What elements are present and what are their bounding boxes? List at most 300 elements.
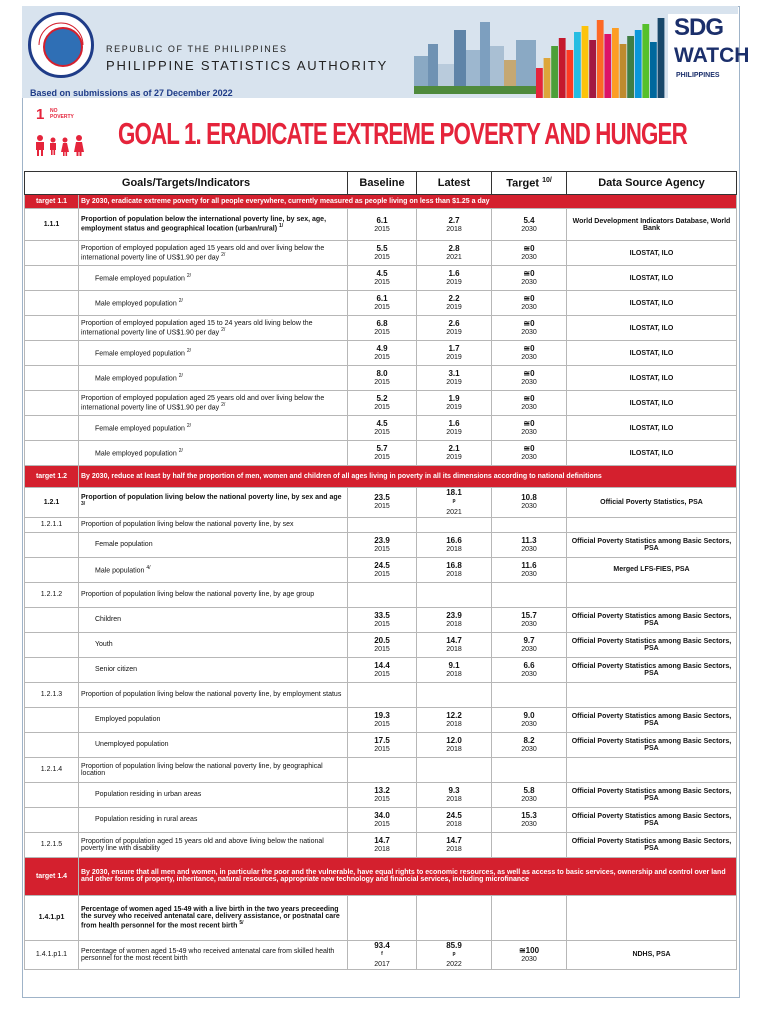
target-cell-year: 2030 xyxy=(521,304,537,311)
indicator-code: 1.4.1.p1 xyxy=(25,895,79,940)
latest-cell-wrap xyxy=(419,294,489,303)
target-cell-wrap xyxy=(494,946,564,955)
indicator-note: 2/ xyxy=(186,348,192,355)
baseline-cell-year: 2017 xyxy=(374,961,390,969)
target-cell xyxy=(492,366,567,391)
sdg-bar xyxy=(635,30,642,98)
latest-cell xyxy=(417,416,492,441)
target-cell-year: 2030 xyxy=(521,795,537,803)
goal-title: GOAL 1. ERADICATE EXTREME POVERTY AND HUNGER xyxy=(118,116,687,151)
latest-cell-year: 2018 xyxy=(446,670,462,678)
source-cell xyxy=(567,517,737,532)
baseline-cell xyxy=(348,488,417,518)
baseline-cell-wrap xyxy=(350,941,414,961)
latest-cell xyxy=(417,657,492,682)
indicator-text-content: Proportion of population aged 15 years old and above living below the national poverty line with disability xyxy=(81,837,324,852)
latest-cell-value: 23.9 xyxy=(446,610,462,620)
latest-cell xyxy=(417,532,492,557)
indicator-note: 2/ xyxy=(178,298,183,305)
indicator-text xyxy=(79,607,348,632)
indicator-text xyxy=(79,391,348,416)
goal-tag xyxy=(50,108,74,120)
latest-cell xyxy=(417,707,492,732)
baseline-cell xyxy=(348,657,417,682)
indicator-text-content: Proportion of employed population aged 15 to 24 years old living below the international poverty line of US$1.90 per day xyxy=(81,319,313,337)
target-cell-wrap xyxy=(494,244,564,253)
col-latest: Latest xyxy=(417,172,492,195)
target-row xyxy=(25,466,737,488)
sdg-bar xyxy=(551,46,558,98)
table-row xyxy=(25,441,737,466)
target-cell xyxy=(492,488,567,518)
baseline-cell-year: 2015 xyxy=(374,503,390,511)
latest-cell xyxy=(417,782,492,807)
target-cell-wrap xyxy=(494,736,564,745)
baseline-cell xyxy=(348,707,417,732)
logo-watch-text: WATCH xyxy=(674,44,750,67)
baseline-cell xyxy=(348,341,417,366)
latest-cell-year: 2019 xyxy=(446,429,462,436)
source-cell xyxy=(567,895,737,940)
baseline-cell xyxy=(348,209,417,241)
table-row xyxy=(25,895,737,940)
latest-cell-value: 1.6 xyxy=(448,419,460,428)
indicator-text-content: Proportion of population living below the national poverty line, by geographical location xyxy=(81,762,323,777)
indicator-text xyxy=(79,940,348,970)
latest-cell-year: 2018 xyxy=(446,620,462,628)
target-cell-value: 5.8 xyxy=(523,785,535,795)
indicator-text-content: Proportion of employed population aged 15 years old and over living below the international poverty line of US$1.90 per day xyxy=(81,244,325,262)
baseline-cell-value: 5.7 xyxy=(376,444,388,453)
indicator-text-content: Proportion of population living below the national poverty line, by age group xyxy=(81,591,315,599)
source-cell: ILOSTAT, ILO xyxy=(567,341,737,366)
baseline-cell-year: 2015 xyxy=(374,545,390,553)
baseline-cell xyxy=(348,266,417,291)
header-banner xyxy=(22,6,750,98)
republic-label: REPUBLIC OF THE PHILIPPINES xyxy=(106,44,288,54)
baseline-cell xyxy=(348,532,417,557)
latest-cell-wrap xyxy=(419,488,489,508)
indicator-text-content: Children xyxy=(95,616,122,624)
indicator-code xyxy=(25,807,79,832)
target-cell-wrap xyxy=(494,319,564,328)
target-cell-year: 2030 xyxy=(521,225,537,233)
indicator-text-content: Female population xyxy=(95,541,153,549)
latest-cell xyxy=(417,391,492,416)
target-cell xyxy=(492,341,567,366)
target-cell-value: 9.7 xyxy=(523,635,535,645)
seal-ring-icon xyxy=(31,15,91,75)
latest-cell xyxy=(417,517,492,532)
latest-cell xyxy=(417,557,492,582)
target-cell-value: 5.4 xyxy=(523,215,535,225)
latest-cell-year: 2019 xyxy=(446,404,462,411)
latest-cell xyxy=(417,682,492,707)
target-cell xyxy=(492,532,567,557)
latest-cell xyxy=(417,582,492,607)
indicator-table xyxy=(24,171,737,970)
target-cell-year: 2030 xyxy=(521,820,537,828)
target-cell-wrap xyxy=(494,344,564,353)
target-cell-year: 2030 xyxy=(521,570,537,578)
indicator-code xyxy=(25,782,79,807)
source-cell: ILOSTAT, ILO xyxy=(567,241,737,266)
latest-cell-value: 12.2 xyxy=(446,710,462,720)
baseline-cell-year: 2018 xyxy=(374,845,390,853)
indicator-note: 2/ xyxy=(221,326,226,333)
latest-cell-wrap xyxy=(419,736,489,745)
baseline-cell-wrap xyxy=(350,444,414,453)
table-header-row xyxy=(25,172,737,195)
source-cell: NDHS, PSA xyxy=(567,940,737,970)
indicator-text xyxy=(79,316,348,341)
target-cell-value: ≅0 xyxy=(523,419,535,428)
table-row xyxy=(25,607,737,632)
latest-cell xyxy=(417,607,492,632)
latest-cell-wrap xyxy=(419,216,489,225)
indicator-text xyxy=(79,682,348,707)
baseline-cell-value: 4.9 xyxy=(376,344,388,353)
indicator-text xyxy=(79,732,348,757)
target-row xyxy=(25,195,737,209)
baseline-cell-year: 2015 xyxy=(374,429,390,436)
target-cell xyxy=(492,582,567,607)
source-cell: Official Poverty Statistics among Basic Sectors, PSA xyxy=(567,657,737,682)
target-cell-wrap xyxy=(494,661,564,670)
latest-cell-year: 2018 xyxy=(446,645,462,653)
target-cell-wrap xyxy=(494,811,564,820)
target-cell-wrap xyxy=(494,611,564,620)
baseline-cell xyxy=(348,607,417,632)
agency-name: PHILIPPINE STATISTICS AUTHORITY xyxy=(106,58,389,73)
indicator-text-content: Proportion of population below the international poverty line, by sex, age, employment status and geographical location (urban/rural) xyxy=(81,216,327,233)
target-label: target 1.4 xyxy=(25,857,79,895)
indicator-code: 1.2.1.1 xyxy=(25,517,79,532)
indicator-text-content: Male employed population xyxy=(95,300,177,308)
target-cell-value: ≅0 xyxy=(523,394,535,403)
target-cell-year: 2030 xyxy=(521,670,537,678)
indicator-text xyxy=(79,632,348,657)
col-indicators: Goals/Targets/Indicators xyxy=(25,172,348,195)
col-source: Data Source Agency xyxy=(567,172,737,195)
baseline-cell xyxy=(348,582,417,607)
latest-cell-note: p xyxy=(452,498,456,504)
baseline-cell-wrap xyxy=(350,611,414,620)
indicator-text xyxy=(79,366,348,391)
target-cell-value: 15.7 xyxy=(521,610,537,620)
indicator-code xyxy=(25,291,79,316)
col-baseline: Baseline xyxy=(348,172,417,195)
source-cell: ILOSTAT, ILO xyxy=(567,366,737,391)
target-cell-year: 2030 xyxy=(521,745,537,753)
col-target-label: Target xyxy=(506,177,539,190)
latest-cell-value: 16.8 xyxy=(446,560,462,570)
indicator-code xyxy=(25,557,79,582)
target-cell-year: 2030 xyxy=(521,354,537,361)
latest-cell xyxy=(417,341,492,366)
target-cell-year: 2030 xyxy=(521,329,537,336)
baseline-cell-year: 2015 xyxy=(374,570,390,578)
latest-cell-year: 2019 xyxy=(446,304,462,311)
table-row xyxy=(25,341,737,366)
baseline-cell-year: 2015 xyxy=(374,279,390,286)
target-cell xyxy=(492,707,567,732)
indicator-code: 1.2.1.4 xyxy=(25,757,79,782)
latest-cell xyxy=(417,266,492,291)
source-cell: Official Poverty Statistics among Basic Sectors, PSA xyxy=(567,532,737,557)
indicator-text xyxy=(79,832,348,857)
latest-cell xyxy=(417,441,492,466)
psa-seal-logo xyxy=(28,12,94,78)
sdg-bar xyxy=(536,68,543,98)
latest-cell-year: 2018 xyxy=(446,820,462,828)
source-cell: Official Poverty Statistics among Basic Sectors, PSA xyxy=(567,807,737,832)
target-cell-year: 2030 xyxy=(521,503,537,511)
target-cell-year: 2030 xyxy=(521,720,537,728)
target-cell-year: 2030 xyxy=(521,620,537,628)
baseline-cell xyxy=(348,557,417,582)
target-cell-wrap xyxy=(494,536,564,545)
latest-cell-wrap xyxy=(419,941,489,961)
target-cell-wrap xyxy=(494,269,564,278)
target-cell-year: 2030 xyxy=(521,379,537,386)
latest-cell-value: 9.3 xyxy=(448,785,460,795)
source-cell xyxy=(567,757,737,782)
target-cell-value: 10.8 xyxy=(521,493,537,503)
indicator-text-content: Proportion of population living below the national poverty line, by sex and age xyxy=(81,494,342,502)
baseline-cell-value: 6.1 xyxy=(376,215,388,225)
baseline-cell-value: 4.5 xyxy=(376,419,388,428)
baseline-cell-wrap xyxy=(350,244,414,253)
sdg-bar xyxy=(574,32,581,98)
sdg-bar xyxy=(612,28,619,98)
sdg-bar xyxy=(620,44,627,98)
goal-heading xyxy=(22,100,738,168)
latest-cell-wrap xyxy=(419,661,489,670)
baseline-cell-note: f xyxy=(381,950,383,957)
baseline-cell-year: 2015 xyxy=(374,329,390,336)
sdg-watch-logo xyxy=(668,14,750,98)
target-cell-value: 11.3 xyxy=(521,535,537,545)
latest-cell-year: 2019 xyxy=(446,279,462,286)
baseline-cell-year: 2015 xyxy=(374,354,390,361)
baseline-cell-wrap xyxy=(350,786,414,795)
latest-cell-note: p xyxy=(452,950,456,957)
indicator-text-content: Male employed population xyxy=(95,375,177,383)
baseline-cell-wrap xyxy=(350,536,414,545)
baseline-cell-wrap xyxy=(350,394,414,403)
indicator-note: 1/ xyxy=(278,223,284,230)
target-cell xyxy=(492,757,567,782)
as-of-date: Based on submissions as of 27 December 2022 xyxy=(30,88,233,98)
indicator-code xyxy=(25,707,79,732)
baseline-cell-year: 2015 xyxy=(374,720,390,728)
baseline-cell-wrap xyxy=(350,216,414,225)
baseline-cell-wrap xyxy=(350,294,414,303)
indicator-text xyxy=(79,416,348,441)
baseline-cell xyxy=(348,632,417,657)
baseline-cell xyxy=(348,782,417,807)
baseline-cell xyxy=(348,807,417,832)
baseline-cell-value: 20.5 xyxy=(374,635,390,645)
baseline-cell-year: 2015 xyxy=(374,304,390,311)
baseline-cell xyxy=(348,441,417,466)
city-skyline-illustration xyxy=(414,16,536,94)
latest-cell xyxy=(417,895,492,940)
sdg-bar xyxy=(627,36,634,98)
sdg-bar xyxy=(597,20,604,98)
baseline-cell-value: 5.5 xyxy=(376,244,388,253)
indicator-text xyxy=(79,488,348,518)
latest-cell-wrap xyxy=(419,836,489,845)
target-cell-year: 2030 xyxy=(521,279,537,286)
target-cell-value: ≅0 xyxy=(523,319,535,328)
latest-cell-value: 16.6 xyxy=(446,535,462,545)
latest-cell-year: 2019 xyxy=(446,354,462,361)
indicator-code xyxy=(25,416,79,441)
latest-cell xyxy=(417,291,492,316)
target-cell-wrap xyxy=(494,394,564,403)
table-row xyxy=(25,241,737,266)
baseline-cell-value: 93.4 xyxy=(374,940,390,950)
source-cell: Official Poverty Statistics among Basic Sectors, PSA xyxy=(567,832,737,857)
baseline-cell-year: 2015 xyxy=(374,404,390,411)
target-cell xyxy=(492,291,567,316)
source-cell: ILOSTAT, ILO xyxy=(567,391,737,416)
latest-cell-wrap xyxy=(419,319,489,328)
baseline-cell xyxy=(348,940,417,970)
target-cell xyxy=(492,940,567,970)
indicator-note: 2/ xyxy=(178,373,183,380)
indicator-text xyxy=(79,266,348,291)
latest-cell-year: 2018 xyxy=(446,745,462,753)
target-cell-year: 2030 xyxy=(521,454,537,461)
col-target-note: 10/ xyxy=(542,176,552,184)
baseline-cell-value: 8.0 xyxy=(376,369,388,378)
table-row xyxy=(25,416,737,441)
sdg-bar xyxy=(559,38,566,98)
indicator-code: 1.2.1.5 xyxy=(25,832,79,857)
indicator-text-content: Population residing in rural areas xyxy=(95,816,198,824)
baseline-cell-year: 2015 xyxy=(374,620,390,628)
indicator-text xyxy=(79,757,348,782)
goal-number: 1 xyxy=(36,106,45,123)
target-cell xyxy=(492,782,567,807)
sdg-bar xyxy=(642,24,649,98)
sdg-bar xyxy=(604,34,611,98)
baseline-cell xyxy=(348,366,417,391)
baseline-cell xyxy=(348,241,417,266)
source-cell: Official Poverty Statistics, PSA xyxy=(567,488,737,518)
indicator-text xyxy=(79,657,348,682)
baseline-cell-year: 2015 xyxy=(374,379,390,386)
source-cell: ILOSTAT, ILO xyxy=(567,316,737,341)
baseline-cell-wrap xyxy=(350,493,414,502)
latest-cell xyxy=(417,732,492,757)
baseline-cell xyxy=(348,517,417,532)
source-cell: World Development Indicators Database, World Bank xyxy=(567,209,737,241)
indicator-note: 2/ xyxy=(221,251,226,258)
indicator-note: 2/ xyxy=(221,401,226,408)
target-cell-year: 2030 xyxy=(521,645,537,653)
baseline-cell-wrap xyxy=(350,836,414,845)
target-cell-year: 2030 xyxy=(521,545,537,553)
table-row xyxy=(25,316,737,341)
target-cell-wrap xyxy=(494,493,564,502)
latest-cell-wrap xyxy=(419,269,489,278)
goal-tag-line2: POVERTY xyxy=(50,114,74,120)
target-cell xyxy=(492,517,567,532)
indicator-code xyxy=(25,441,79,466)
latest-cell-value: 2.2 xyxy=(448,294,460,303)
baseline-cell-year: 2015 xyxy=(374,225,390,233)
indicator-text-content: Female employed population xyxy=(95,275,185,283)
latest-cell-value: 1.6 xyxy=(448,269,460,278)
indicator-code xyxy=(25,632,79,657)
latest-cell-wrap xyxy=(419,536,489,545)
target-row xyxy=(25,857,737,895)
indicator-code: 1.2.1.2 xyxy=(25,582,79,607)
baseline-cell xyxy=(348,757,417,782)
baseline-cell xyxy=(348,832,417,857)
latest-cell-year: 2018 xyxy=(446,845,462,853)
indicator-text xyxy=(79,209,348,241)
latest-cell xyxy=(417,940,492,970)
target-cell-year: 2030 xyxy=(521,955,537,963)
target-cell-value: 6.6 xyxy=(523,660,535,670)
latest-cell xyxy=(417,832,492,857)
indicator-code xyxy=(25,607,79,632)
target-cell-wrap xyxy=(494,711,564,720)
target-cell xyxy=(492,241,567,266)
family-icon xyxy=(34,134,92,156)
sdg-bar xyxy=(566,50,573,98)
indicator-code: 1.4.1.p1.1 xyxy=(25,940,79,970)
indicator-text xyxy=(79,782,348,807)
source-cell: Official Poverty Statistics among Basic Sectors, PSA xyxy=(567,782,737,807)
latest-cell-year: 2019 xyxy=(446,454,462,461)
source-cell: ILOSTAT, ILO xyxy=(567,291,737,316)
table-row xyxy=(25,632,737,657)
baseline-cell-year: 2015 xyxy=(374,670,390,678)
baseline-cell-value: 5.2 xyxy=(376,394,388,403)
indicator-text-content: Employed population xyxy=(95,716,161,724)
baseline-cell-wrap xyxy=(350,811,414,820)
latest-cell-year: 2019 xyxy=(446,379,462,386)
indicator-text xyxy=(79,895,348,940)
table-row xyxy=(25,940,737,970)
indicator-text-content: Percentage of women aged 15-49 who received antenatal care from skilled health personnel for the most recent birth xyxy=(81,947,335,962)
baseline-cell-value: 23.9 xyxy=(374,535,390,545)
latest-cell-value: 1.7 xyxy=(448,344,460,353)
indicator-code: 1.2.1.3 xyxy=(25,682,79,707)
target-cell-value: ≅100 xyxy=(518,945,540,955)
baseline-cell-wrap xyxy=(350,561,414,570)
latest-cell xyxy=(417,209,492,241)
table-row xyxy=(25,209,737,241)
latest-cell-year: 2018 xyxy=(446,720,462,728)
source-cell xyxy=(567,682,737,707)
baseline-cell xyxy=(348,291,417,316)
target-cell-wrap xyxy=(494,561,564,570)
latest-cell-value: 2.1 xyxy=(448,444,460,453)
baseline-cell-value: 19.3 xyxy=(374,710,390,720)
indicator-code xyxy=(25,341,79,366)
baseline-cell xyxy=(348,732,417,757)
target-label: target 1.1 xyxy=(25,195,79,209)
indicator-text xyxy=(79,241,348,266)
source-cell: Official Poverty Statistics among Basic Sectors, PSA xyxy=(567,632,737,657)
